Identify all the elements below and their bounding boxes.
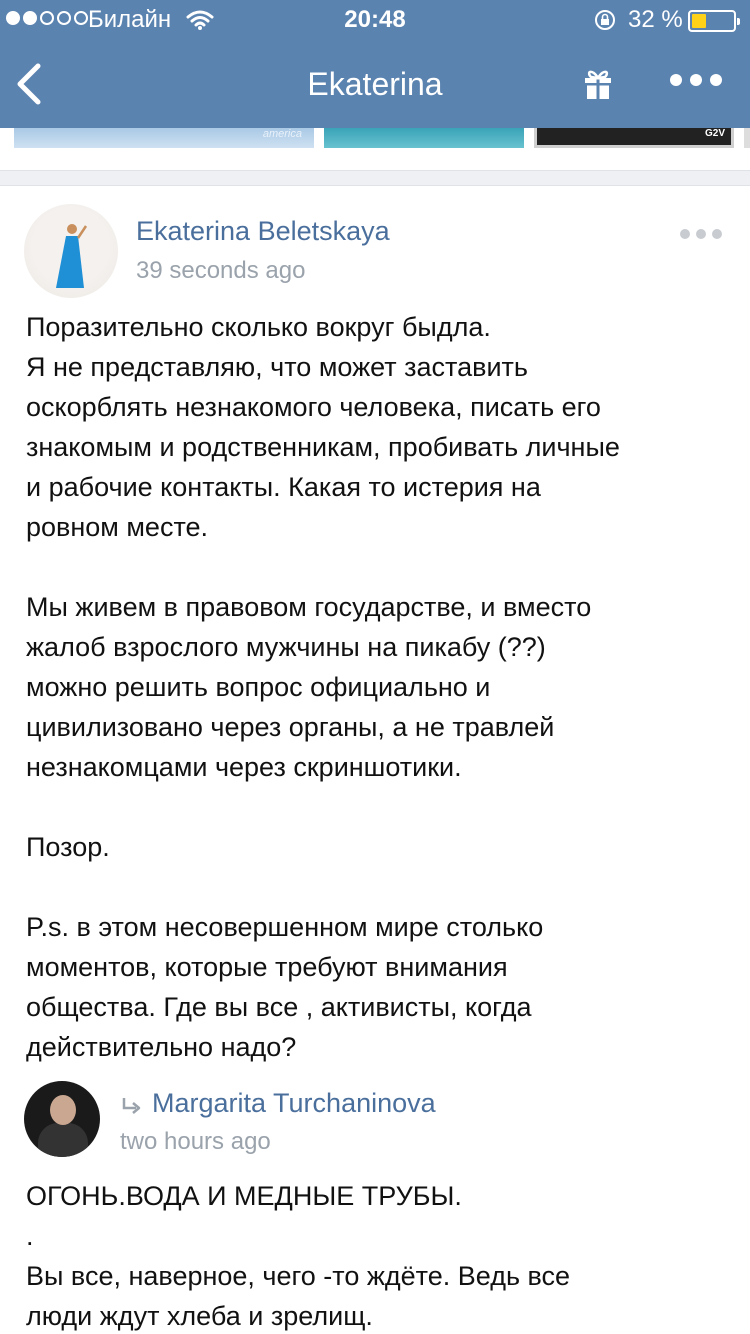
thumbnail-logo: G2V bbox=[704, 128, 725, 139]
text-line: P.s. в этом несовершенном мире столько bbox=[26, 912, 544, 942]
more-dots-icon[interactable] bbox=[670, 74, 722, 86]
photo-thumbnail[interactable] bbox=[534, 128, 734, 148]
repost-avatar[interactable] bbox=[24, 1081, 100, 1157]
rotation-lock-icon bbox=[594, 9, 616, 31]
photo-strip bbox=[0, 128, 750, 150]
nav-bar bbox=[0, 40, 750, 128]
repost-text bbox=[26, 1176, 738, 1334]
text-line: Поразительно сколько вокруг быдла. bbox=[26, 312, 491, 342]
section-divider bbox=[0, 170, 750, 186]
text-line: цивилизовано через органы, а не травлей bbox=[26, 712, 555, 742]
repost-author[interactable]: Margarita Turchaninova bbox=[152, 1088, 436, 1118]
text-line: знакомым и родственникам, пробивать личные bbox=[26, 432, 620, 462]
text-line: ровном месте. bbox=[26, 512, 209, 542]
text-line: можно решить вопрос официально и bbox=[26, 672, 491, 702]
status-time: 20:48 bbox=[344, 6, 406, 33]
text-line: Мы живем в правовом государстве, и вместо bbox=[26, 592, 592, 622]
post-text bbox=[26, 307, 738, 1067]
post-author[interactable]: Ekaterina Beletskaya bbox=[136, 216, 390, 246]
header bbox=[0, 0, 750, 128]
text-line: Я не представляю, что может заставить bbox=[26, 352, 528, 382]
carrier-name: Билайн bbox=[88, 6, 172, 33]
post-options-icon[interactable] bbox=[680, 229, 722, 239]
text-line: . bbox=[26, 1221, 34, 1251]
post-timestamp: 39 seconds ago bbox=[136, 257, 306, 284]
repost-arrow-icon bbox=[120, 1094, 144, 1116]
text-line: люди ждут хлеба и зрелищ. bbox=[26, 1301, 373, 1331]
text-line: общества. Где вы все , активисты, когда bbox=[26, 992, 532, 1022]
text-line: моментов, которые требуют внимания bbox=[26, 952, 508, 982]
text-line: незнакомцами через скриншотики. bbox=[26, 752, 462, 782]
photo-thumbnail[interactable] bbox=[324, 128, 524, 148]
battery-percent: 32 % bbox=[628, 6, 683, 33]
text-line: жалоб взрослого мужчины на пикабу (??) bbox=[26, 632, 546, 662]
battery-icon bbox=[688, 10, 736, 32]
thumbnail-caption: america bbox=[262, 128, 302, 140]
status-bar bbox=[0, 0, 750, 40]
avatar[interactable] bbox=[24, 204, 118, 298]
text-line: Вы все, наверное, чего -то ждёте. Ведь все bbox=[26, 1261, 571, 1291]
text-line: действительно надо? bbox=[26, 1032, 297, 1062]
photo-thumbnail[interactable] bbox=[744, 128, 750, 148]
repost-timestamp: two hours ago bbox=[120, 1128, 271, 1155]
text-line: оскорблять незнакомого человека, писать его bbox=[26, 392, 601, 422]
text-line: Позор. bbox=[26, 832, 110, 862]
page-title: Ekaterina bbox=[307, 66, 443, 102]
photo-thumbnail[interactable] bbox=[14, 128, 314, 148]
gift-icon[interactable] bbox=[580, 66, 616, 102]
text-line: и рабочие контакты. Какая то истерия на bbox=[26, 472, 541, 502]
avatar-figure bbox=[52, 222, 88, 294]
text-line: ОГОНЬ.ВОДА И МЕДНЫЕ ТРУБЫ. bbox=[26, 1181, 462, 1211]
